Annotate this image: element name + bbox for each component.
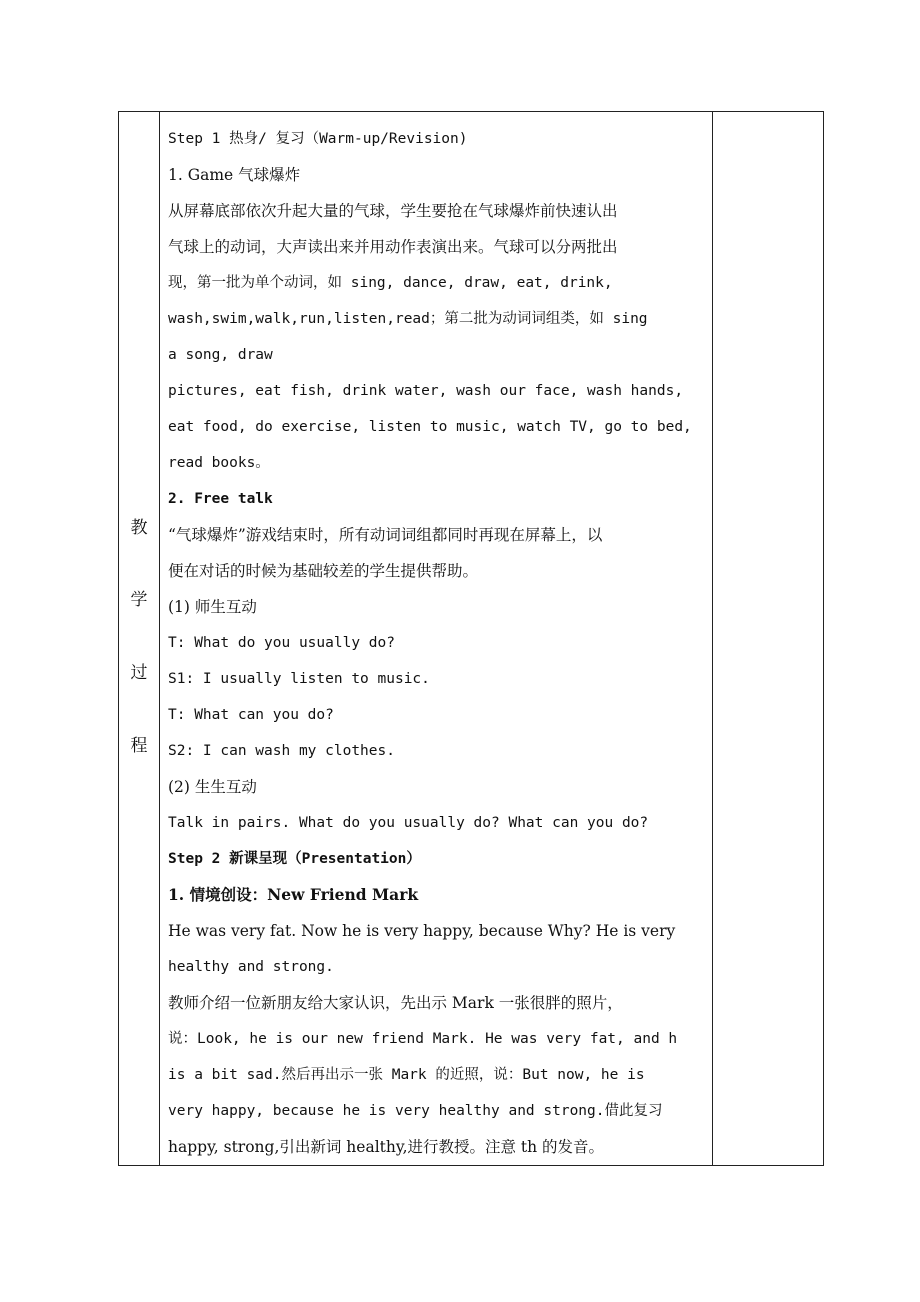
lesson-plan-table (118, 111, 824, 1166)
notes-cell (713, 112, 824, 1166)
free-talk-heading: 2. Free talk (168, 491, 273, 507)
subheading: (2) 生生互动 (168, 778, 257, 796)
step1-heading: Step 1 热身/ 复习（Warm-up/Revision) (168, 131, 468, 147)
paragraph-line: He was very fat. Now he is very happy, because Why? He is very (168, 922, 676, 940)
paragraph-line: wash,swim,walk,run,listen,read；第二批为动词词组类，如 sing (168, 311, 648, 327)
scenario-heading: 1. 情境创设：New Friend Mark (168, 885, 419, 904)
label-char-guo: 过 (130, 663, 148, 683)
paragraph-line: 教师介绍一位新朋友给大家认识，先出示 Mark 一张很胖的照片， (168, 994, 623, 1012)
paragraph-line: very happy, because he is very healthy and strong.借此复习 (168, 1103, 663, 1119)
paragraph-line: happy, strong,引出新词 healthy,进行教授。注意 th 的发音。 (168, 1138, 605, 1156)
label-char-xue: 学 (130, 590, 148, 610)
label-char-cheng: 程 (130, 736, 148, 756)
section-label (119, 112, 159, 1165)
game-heading: 1. Game 气球爆炸 (168, 166, 301, 184)
subheading: (1) 师生互动 (168, 598, 257, 616)
procedure-content-cell (160, 112, 713, 1166)
paragraph-line: read books。 (168, 455, 270, 471)
paragraph-line: “气球爆炸”游戏结束时，所有动词词组都同时再现在屏幕上，以 (168, 526, 603, 544)
paragraph-line: pictures, eat fish, drink water, wash our face, wash hands, (168, 383, 684, 399)
paragraph-line: eat food, do exercise, listen to music, watch TV, go to bed, (168, 419, 692, 435)
paragraph-line: 从屏幕底部依次升起大量的气球，学生要抢在气球爆炸前快速认出 (168, 202, 618, 220)
paragraph-line: 说：Look, he is our new friend Mark. He was very fat, and h (168, 1031, 678, 1047)
dialogue-line: S2: I can wash my clothes. (168, 743, 395, 759)
paragraph-line: 气球上的动词，大声读出来并用动作表演出来。气球可以分两批出 (168, 238, 618, 256)
paragraph-line: healthy and strong. (168, 959, 334, 975)
label-char-jiao: 教 (130, 518, 148, 538)
dialogue-line: S1: I usually listen to music. (168, 671, 430, 687)
paragraph-line: a song, draw (168, 347, 273, 363)
dialogue-line: T: What can you do? (168, 707, 334, 723)
table-row (119, 112, 824, 1166)
paragraph-line: is a bit sad.然后再出示一张 Mark 的近照，说：But now, he is (168, 1067, 645, 1083)
paragraph-line: 现，第一批为单个动词，如 sing, dance, draw, eat, drink, (168, 275, 613, 291)
paragraph-line: 便在对话的时候为基础较差的学生提供帮助。 (168, 562, 479, 580)
procedure-content (160, 112, 712, 1165)
step2-heading: Step 2 新课呈现（Presentation） (168, 851, 421, 867)
paragraph-line: Talk in pairs. What do you usually do? What can you do? (168, 815, 649, 831)
section-label-cell (119, 112, 160, 1166)
dialogue-line: T: What do you usually do? (168, 635, 395, 651)
